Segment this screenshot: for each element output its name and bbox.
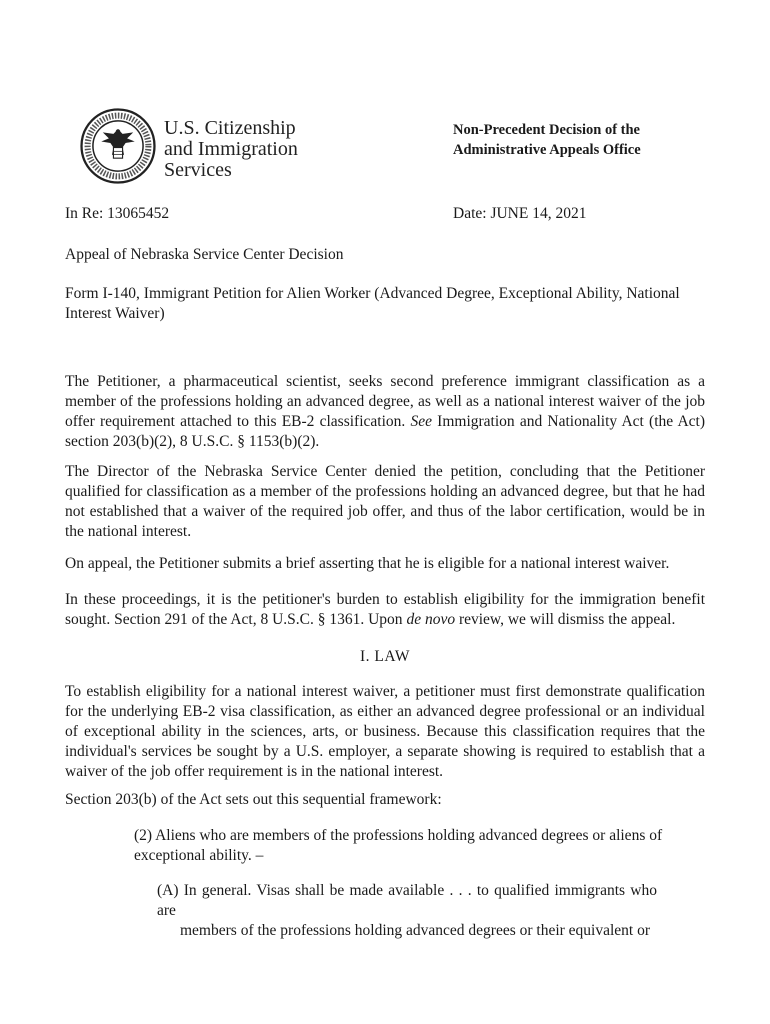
agency-name [164,118,298,181]
form-title: Form I-140, Immigrant Petition for Alien Worker (Advanced Degree, Exceptional Ability, National Interest Waiver) [65,285,680,322]
paragraph-1-text-b: Immigration and Nationality Act (the Act) section 203(b)(2), 8 U.S.C. § 1153(b)(2). [65,413,705,450]
paragraph-1-see: See [410,413,432,430]
paragraph-4-text-b: review, we will dismiss the appeal. [455,611,676,628]
block-quote-2 [157,881,657,941]
paragraph-6: Section 203(b) of the Act sets out this sequential framework: [65,791,442,808]
paragraph-4 [65,590,705,630]
paragraph-5: To establish eligibility for a national interest waiver, a petitioner must first demonstrate qualification for the underlying EB-2 visa classification, as either an advanced degree professional or an individual of exceptional ability in the sciences, arts, or business. Because this classification requires that the individual's services be sought by a U.S. employer, a separate showing is required to establish that a waiver of the job offer requirement is in the national interest. [65,683,705,780]
paragraph-1-text-a: The Petitioner, a pharmaceutical scientist, seeks second preference immigrant classification as a member of the professions holding an advanced degree, as well as a national interest waiver of the job offer requirement attached to this EB-2 classification. [65,373,705,430]
paragraph-2: The Director of the Nebraska Service Center denied the petition, concluding that the Petitioner qualified for classification as a member of the professions holding an advanced degree, but that he had not established that a waiver of the required job offer, and thus of the labor certification, would be in the national interest. [65,463,705,540]
decision-line-2: Administrative Appeals Office [453,142,641,158]
agency-line-1: U.S. Citizenship [164,117,296,139]
decision-line-1: Non-Precedent Decision of the [453,122,640,138]
section-heading: I. LAW [360,648,410,665]
agency-line-2: and Immigration [164,138,298,160]
paragraph-4-text-a: In these proceedings, it is the petitioner's burden to establish eligibility for the immigration benefit sought. Section 291 of the Act, 8 U.S.C. § 1361. Upon [65,591,705,628]
case-number: In Re: 13065452 [65,205,170,222]
dhs-seal-icon [80,108,156,184]
decision-type [453,120,641,160]
block-quote-2-line-1: (A) In general. Visas shall be made available . . . to qualified immigrants who are [157,882,657,919]
paragraph-3: On appeal, the Petitioner submits a brief asserting that he is eligible for a national interest waiver. [65,555,670,572]
agency-line-3: Services [164,159,232,181]
block-quote-1: (2) Aliens who are members of the professions holding advanced degrees or aliens of exceptional ability. – [134,827,663,864]
paragraph-4-de-novo: de novo [406,611,456,628]
block-quote-2-line-2: members of the professions holding advanced degrees or their equivalent or [180,922,651,939]
appeal-of: Appeal of Nebraska Service Center Decision [65,246,344,263]
decision-date: Date: JUNE 14, 2021 [453,205,587,222]
paragraph-1 [65,372,705,452]
